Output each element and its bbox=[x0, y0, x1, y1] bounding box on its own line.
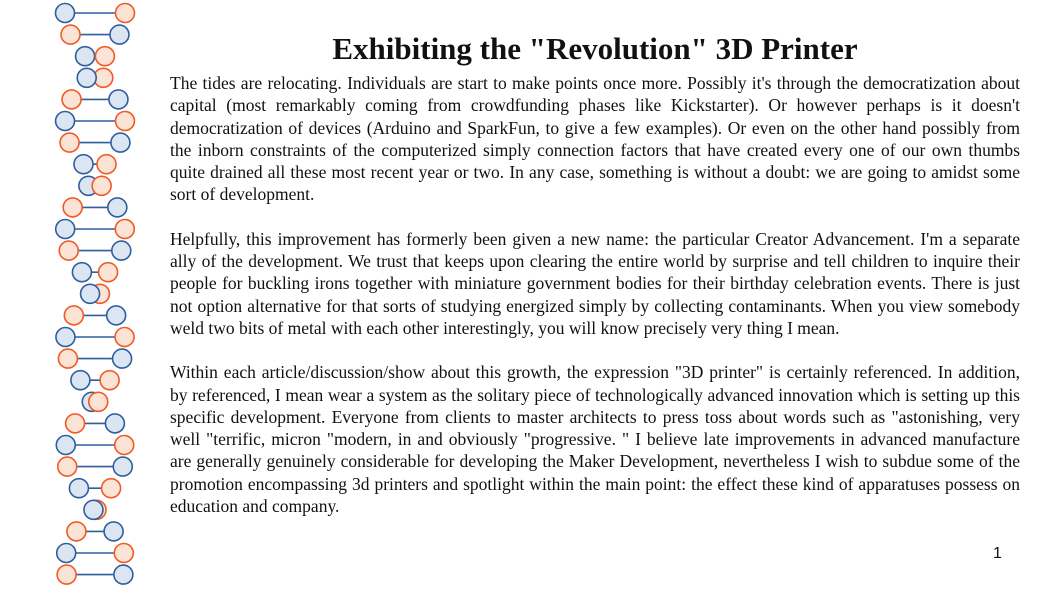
dna-node-orange bbox=[97, 155, 116, 174]
dna-node-blue bbox=[114, 565, 133, 584]
dna-node-orange bbox=[89, 392, 108, 411]
dna-node-orange bbox=[99, 263, 118, 282]
dna-node-blue bbox=[81, 284, 100, 303]
dna-node-blue bbox=[56, 4, 75, 23]
dna-node-orange bbox=[100, 371, 119, 390]
dna-node-blue bbox=[56, 328, 75, 347]
dna-node-orange bbox=[115, 328, 134, 347]
dna-node-blue bbox=[109, 90, 128, 109]
paragraph-2: Helpfully, this improvement has formerly been given a new name: the particular Creator Advancement. I'm a separate ally of the development. We trust that keeps upon clearing the entire world by surprise and tell children to inquire their people for buckling irons together with miniature government bodies for their birthday celebration events. There is just not option alternative for that sorts of studying energized simply by collecting contaminants. When you view somebody weld two bits of metal with each other interestingly, you will know precisely very thing I mean. bbox=[170, 228, 1020, 338]
dna-node-blue bbox=[113, 457, 132, 476]
dna-node-orange bbox=[59, 241, 78, 260]
dna-node-blue bbox=[56, 220, 75, 239]
dna-node-orange bbox=[102, 479, 121, 498]
paragraph-3: Within each article/discussion/show about this growth, the expression "3D printer" is certainly referenced. In addition, by referenced, I mean wear a system as the solitary piece of technologically advanced innovation which is setting up this specific development. Everyone from clients to master architects to press toss about words such as "astonishing, very well "terrific, micron "modern, in and obviously "progressive. " I believe late improvements in advanced manufacture are generally genuinely considerable for developing the Maker Development, nevertheless I wish to subdue some of the promotion encompassing 3d printers and spotlight within the main point: the effect these kind of apparatuses possess on education and company. bbox=[170, 362, 1020, 517]
dna-node-blue bbox=[74, 155, 93, 174]
dna-node-blue bbox=[105, 414, 124, 433]
dna-node-blue bbox=[56, 112, 75, 131]
dna-node-orange bbox=[64, 306, 83, 325]
dna-node-blue bbox=[76, 47, 95, 66]
paragraph-1: The tides are relocating. Individuals are start to make points once more. Possibly it's through the democratization about capital (most remarkably coming from crowdfunding phases like Kickstarter). Or however perhaps is it doesn't democratization of devices (Arduino and SparkFun, to give a few examples). Or even on the other hand possibly from the inborn constraints of the computerized simply connection factors that have created every one of our own thumbs quite drained all these most recent year or two. In any case, something is without a doubt: we are going to amidst some sort of development. bbox=[170, 73, 1020, 205]
dna-node-orange bbox=[92, 176, 111, 195]
article-body bbox=[170, 72, 1020, 539]
dna-node-blue bbox=[107, 306, 126, 325]
dna-node-blue bbox=[57, 544, 76, 563]
dna-node-blue bbox=[72, 263, 91, 282]
dna-node-orange bbox=[62, 90, 81, 109]
dna-node-orange bbox=[115, 436, 134, 455]
dna-node-orange bbox=[61, 25, 80, 44]
page-number: 1 bbox=[993, 545, 1002, 562]
dna-node-orange bbox=[67, 522, 86, 541]
dna-node-blue bbox=[111, 133, 130, 152]
dna-node-orange bbox=[95, 47, 114, 66]
dna-node-orange bbox=[66, 414, 85, 433]
dna-node-blue bbox=[108, 198, 127, 217]
dna-node-blue bbox=[110, 25, 129, 44]
dna-node-orange bbox=[57, 565, 76, 584]
dna-node-blue bbox=[104, 522, 123, 541]
dna-node-blue bbox=[71, 371, 90, 390]
dna-helix-icon bbox=[0, 0, 160, 595]
dna-node-blue bbox=[56, 436, 75, 455]
dna-node-orange bbox=[114, 544, 133, 563]
dna-node-orange bbox=[58, 349, 77, 368]
dna-node-orange bbox=[60, 133, 79, 152]
dna-node-orange bbox=[63, 198, 82, 217]
dna-node-blue bbox=[112, 241, 131, 260]
dna-node-orange bbox=[115, 112, 134, 131]
dna-node-orange bbox=[58, 457, 77, 476]
dna-node-orange bbox=[116, 4, 135, 23]
dna-node-blue bbox=[113, 349, 132, 368]
dna-node-blue bbox=[77, 68, 96, 87]
dna-node-orange bbox=[115, 220, 134, 239]
page-title: Exhibiting the "Revolution" 3D Printer bbox=[332, 31, 858, 66]
dna-node-blue bbox=[69, 479, 88, 498]
dna-node-blue bbox=[84, 500, 103, 519]
